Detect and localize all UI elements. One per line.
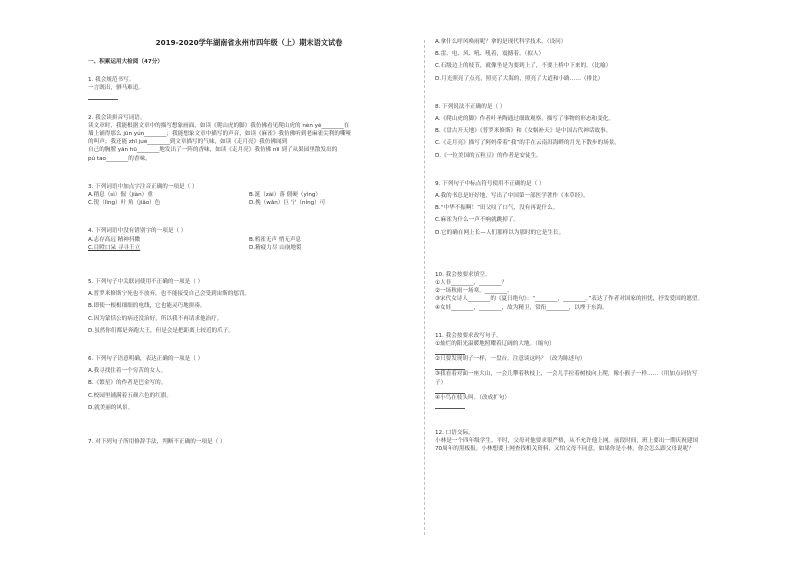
option-d[interactable]: D.就美丽的风景。 bbox=[88, 404, 134, 411]
answer-blank[interactable] bbox=[435, 387, 465, 394]
option-d[interactable]: D.精疲力尽 山崩地裂 bbox=[249, 244, 302, 251]
option-d[interactable]: D.月光照亮了点亮，照亮了大海的，照亮了大道和小路……（排比） bbox=[435, 75, 604, 82]
option-b[interactable]: B.“中华不振啊！”田父叹了口气，没有再说什么。 bbox=[435, 205, 559, 212]
question-12-stem: 12. 口语交际。 bbox=[435, 430, 474, 437]
option-b[interactable]: B.涎（zài）落 僵硬（yìng） bbox=[249, 192, 322, 199]
options-row bbox=[88, 244, 410, 252]
option-c[interactable]: C.校园里铺满着五颜六色的红旗。 bbox=[88, 392, 172, 399]
fill-line[interactable]: ②一场秋雨一场寒，________。 bbox=[435, 288, 513, 295]
option-b[interactable]: B.《繁星》的作者是巴金写的。 bbox=[88, 380, 167, 387]
right-column bbox=[435, 38, 765, 454]
question-2-line: 读文章时，我能根据文章中的描写想象画面，如读《爬山虎的脚》我仿佛看见爬山虎的 nèn yè________在 bbox=[88, 122, 350, 129]
question-9-stem: 9. 下列句子中标点符号使用不正确的是（ ） bbox=[435, 180, 545, 187]
option-d[interactable]: D.《一位美国的五粒豆》的作者是安徒生。 bbox=[435, 152, 542, 159]
question-1-stem: 1. 我会规范书写。 bbox=[88, 77, 135, 84]
option-c[interactable]: C.麻雀为什么一声不响就跳掉了。 bbox=[435, 217, 519, 224]
question-11-stem: 11. 我会按要求改写句子。 bbox=[435, 332, 502, 339]
option-d[interactable]: D.挽（wǎn）巨 宁（níng）可 bbox=[249, 200, 326, 207]
question-2-stem: 2. 我会读拼音写词语。 bbox=[88, 114, 146, 121]
option-c[interactable]: C.锐（lìng）叶 角（jiǎo）色 bbox=[88, 200, 161, 207]
option-b[interactable]: B.雷、电、风、吼、吼着，震撼着。（拟人） bbox=[435, 51, 545, 58]
question-8-stem: 8. 下列说法不正确的是（ ） bbox=[435, 103, 506, 110]
left-column bbox=[88, 58, 410, 446]
rewrite-line: ④小鸟在枝头叫。（改成扩句） bbox=[435, 394, 510, 401]
option-a[interactable]: A.《爬山虎的脚》作者叶圣陶通过细致观察，描写了事物的形态和变化。 bbox=[435, 116, 614, 123]
answer-blank[interactable] bbox=[435, 348, 465, 355]
fill-line[interactable]: ①人非________，________？ bbox=[435, 280, 508, 287]
options-row bbox=[88, 191, 410, 199]
page-title: 2019-2020学年湖南省永州市四年级（上）期末语文试卷 bbox=[155, 38, 343, 47]
question-6-stem: 6. 下列句子语意明确，表达正确的一项是（ ） bbox=[88, 356, 204, 363]
options-row bbox=[88, 236, 410, 244]
options-row bbox=[88, 199, 410, 207]
question-5-stem: 5. 下列句子中关联词使用不正确的一项是（ ） bbox=[88, 279, 204, 286]
question-2-line: pú tao________的香味。 bbox=[88, 155, 151, 162]
option-d[interactable]: D.虽然你们都是奔跑大王，但是会是把距离上较近的爪子。 bbox=[88, 327, 234, 334]
option-c[interactable]: C.《走月亮》描写了阿妈带着“我”的手在云南洱海畔的月光下散步的场景。 bbox=[435, 140, 620, 147]
question-2-line: 的叫声；我还能 zhī jué________到文章描写的气味，如读《走月亮》我仿佛闻到 bbox=[88, 139, 288, 146]
option-a[interactable]: A.志存高远 精神抖擞 bbox=[88, 236, 141, 243]
option-a[interactable]: A.拿什么呼风唤雨呢？拿的是现代科学技术。（设问） bbox=[435, 39, 567, 45]
answer-blank[interactable] bbox=[435, 402, 465, 409]
option-b[interactable]: B.鸦雀无声 悄无声息 bbox=[249, 236, 302, 243]
option-a[interactable]: A.我寻找住着一个穷苦的女人。 bbox=[88, 368, 167, 375]
passage-line: 70周年的黑板报。小林想要上网查找相关资料，又怕父母不同意。如果你是小林，你会怎么跟父母说呢？ bbox=[435, 446, 694, 453]
rewrite-line: 子） bbox=[435, 379, 447, 386]
answer-blank[interactable] bbox=[435, 363, 465, 370]
rewrite-line: ③我看着对面一座大山，一会儿攀着秋枝上，一会儿手拉着树枝向上爬，像小猴子一样……（用加点词仿写 bbox=[435, 371, 698, 378]
fill-line[interactable]: ③宋代女诗人________的《夏日绝句》：“________，________。”表达了作者对国家的担忧，抒发爱国的愿望。 bbox=[435, 296, 704, 303]
option-a[interactable]: A.稍息（sì）倔（jiàn）重 bbox=[88, 192, 153, 199]
answer-blank[interactable] bbox=[88, 93, 118, 100]
option-a[interactable]: A.我的书总是好好地，写出了中国第一部医学著作《本草经》。 bbox=[435, 193, 589, 200]
option-b[interactable]: B.即使一根根细细的电线，它也能灵巧地拼凑。 bbox=[88, 303, 206, 310]
question-3-stem: 3. 下列词语中加点字注音正确的一项是（ ） bbox=[88, 183, 198, 190]
column-divider bbox=[424, 40, 425, 535]
option-b[interactable]: B.《盘古开天地》《普罗米修斯》和《女娲补天》是中国古代神话故事。 bbox=[435, 128, 612, 135]
question-7-stem: 7. 对下列句子所用修辞手法，判断不正确的一项是（ ） bbox=[88, 439, 226, 446]
question-10-stem: 10. 我会按要求填空。 bbox=[435, 271, 491, 278]
question-2-line: 自己的胸膛 yān hū________地发出了一阵的香味，如读《走月亮》我仿佛 nīi 到了从果园里散发出的 bbox=[88, 147, 338, 154]
section-heading: 一、积累运用大检阅（47分） bbox=[88, 59, 163, 65]
option-c[interactable]: C.因为蒙恬公的病还没治好，所以我不再请求他治疗。 bbox=[88, 315, 223, 322]
option-d[interactable]: D.它的确在网上长—人们那样以为那时的它是生长。 bbox=[435, 229, 565, 236]
rewrite-line: ②只要发现胡子一样，一盘台。注意谈这吗？（改为陈述句） bbox=[435, 356, 586, 363]
option-c[interactable]: C.石级边上的枝节，就像坐是为要到上了，不要上桥中下来的。（比喻） bbox=[435, 63, 612, 70]
passage-line: 小林是一个四年级学生。平时，父母对他要求很严格，从不允许他上网。前段时间，班上要出一期庆祝建国 bbox=[435, 438, 698, 445]
fill-line[interactable]: ④女娃________，________，故为精卫，常衔________，以堙于东海。 bbox=[435, 304, 608, 311]
question-2-line: 墙上铺得那么 jūn yún________；我能想象文章中描写的声音，如读《麻雀》我仿佛听到老麻雀尖利的嘶哑 bbox=[88, 131, 352, 138]
rewrite-line: ①灿烂的阳光温暖地照耀着辽阔的大地。（缩句） bbox=[435, 341, 555, 348]
option-c[interactable]: C.目瞪口呆 寻寻王立 bbox=[88, 244, 141, 251]
option-a[interactable]: A.普罗米修斯宁死也不放弃，也不能接受自己会受到宙斯的惩罚。 bbox=[88, 291, 251, 298]
question-1-text: 一言既出，驷马难追。 bbox=[88, 85, 144, 92]
question-4-stem: 4. 下列词语中没有错别字的一项是（ ） bbox=[88, 228, 187, 235]
